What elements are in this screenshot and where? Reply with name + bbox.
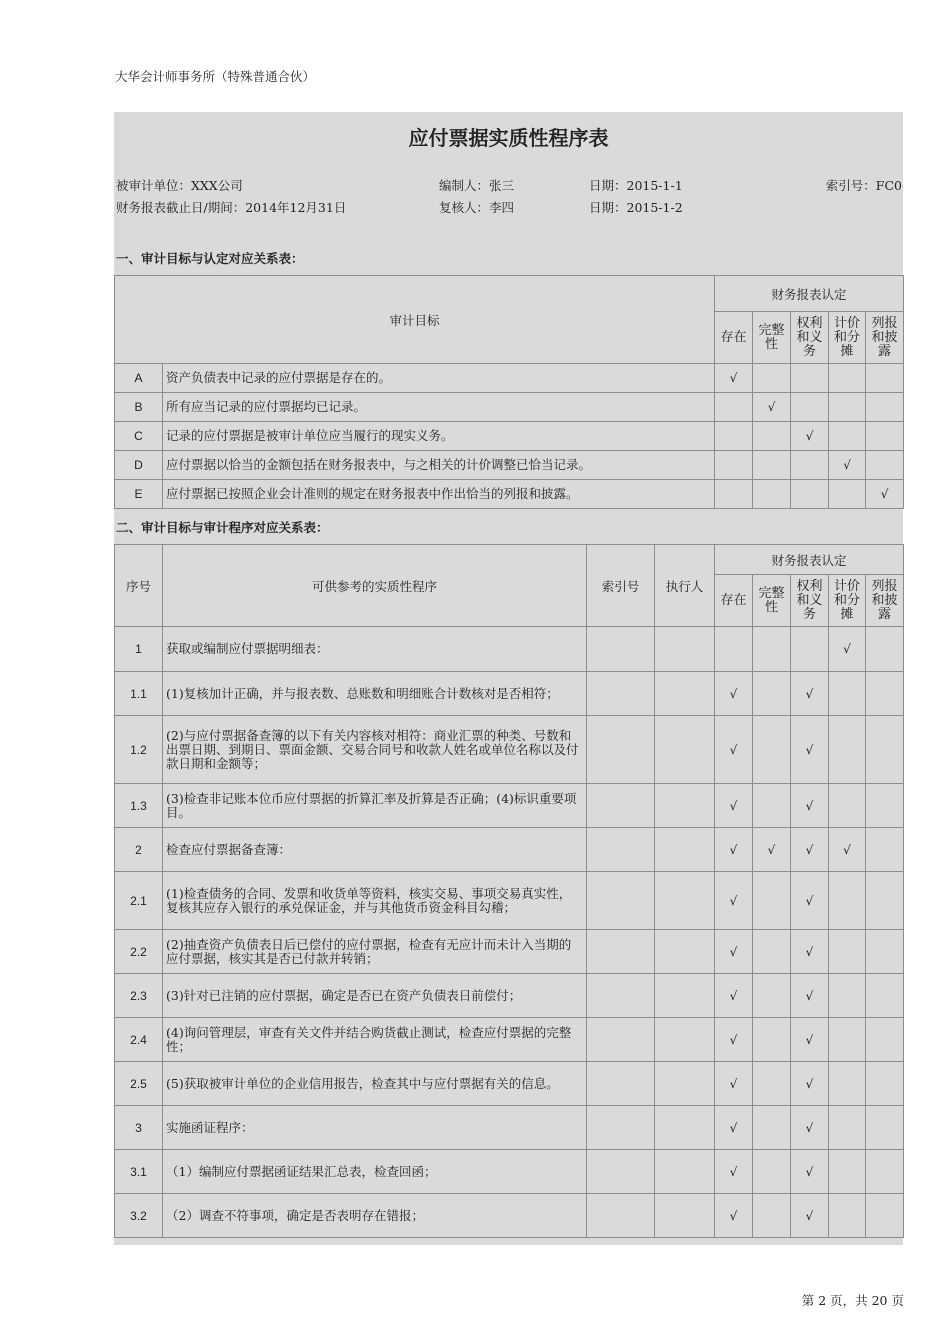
check-mark bbox=[753, 716, 791, 784]
no-header: 序号 bbox=[115, 545, 163, 627]
check-mark bbox=[791, 451, 829, 480]
procedure-executor-cell[interactable] bbox=[655, 828, 715, 872]
check-mark: √ bbox=[791, 422, 829, 451]
check-mark bbox=[866, 872, 904, 930]
objectives-assertions-table bbox=[114, 275, 904, 509]
check-mark: √ bbox=[715, 1062, 753, 1106]
check-mark bbox=[866, 1062, 904, 1106]
procedure-text: （1）编制应付票据函证结果汇总表，检查回函； bbox=[163, 1150, 587, 1194]
procedure-row bbox=[115, 1062, 904, 1106]
procedure-no: 2.5 bbox=[115, 1062, 163, 1106]
check-mark bbox=[829, 672, 866, 716]
procedure-no: 2.2 bbox=[115, 930, 163, 974]
objective-row bbox=[115, 422, 904, 451]
assertion-presentation-2: 列报和披露 bbox=[866, 575, 904, 627]
check-mark bbox=[866, 393, 904, 422]
procedure-text: (3)检查非记账本位币应付票据的折算汇率及折算是否正确；(4)标识重要项目。 bbox=[163, 784, 587, 828]
check-mark: √ bbox=[791, 716, 829, 784]
procedure-executor-cell[interactable] bbox=[655, 930, 715, 974]
check-mark: √ bbox=[715, 828, 753, 872]
page-number: 第 2 页，共 20 页 bbox=[801, 1293, 904, 1308]
procedure-text: (5)获取被审计单位的企业信用报告，检查其中与应付票据有关的信息。 bbox=[163, 1062, 587, 1106]
procedure-executor-cell[interactable] bbox=[655, 784, 715, 828]
procedure-row bbox=[115, 1018, 904, 1062]
procedure-executor-cell[interactable] bbox=[655, 1062, 715, 1106]
check-mark bbox=[753, 480, 791, 509]
check-mark: √ bbox=[791, 1194, 829, 1238]
check-mark bbox=[829, 872, 866, 930]
check-mark bbox=[866, 364, 904, 393]
check-mark bbox=[753, 1150, 791, 1194]
check-mark bbox=[791, 627, 829, 672]
check-mark: √ bbox=[791, 1150, 829, 1194]
procedure-row bbox=[115, 974, 904, 1018]
procedure-no: 3 bbox=[115, 1106, 163, 1150]
check-mark bbox=[829, 1194, 866, 1238]
objective-row bbox=[115, 480, 904, 509]
check-mark: √ bbox=[715, 872, 753, 930]
check-mark bbox=[753, 1194, 791, 1238]
procedure-row bbox=[115, 930, 904, 974]
check-mark bbox=[753, 1062, 791, 1106]
check-mark: √ bbox=[866, 480, 904, 509]
assertion-completeness-2: 完整性 bbox=[753, 575, 791, 627]
procedure-executor-cell[interactable] bbox=[655, 1018, 715, 1062]
procedure-index-cell[interactable] bbox=[587, 1062, 655, 1106]
procedure-no: 1.1 bbox=[115, 672, 163, 716]
procedures-table bbox=[114, 544, 904, 1238]
prepare-date-field: 日期：2015-1-1 bbox=[589, 178, 683, 193]
procedure-row bbox=[115, 1106, 904, 1150]
assertion-existence: 存在 bbox=[715, 312, 753, 364]
assertion-rights-2: 权利和义务 bbox=[791, 575, 829, 627]
procedure-text: 获取或编制应付票据明细表： bbox=[163, 627, 587, 672]
objective-id: A bbox=[115, 364, 163, 393]
check-mark bbox=[866, 1194, 904, 1238]
check-mark: √ bbox=[753, 828, 791, 872]
check-mark: √ bbox=[715, 672, 753, 716]
check-mark bbox=[715, 422, 753, 451]
section2-title: 二、审计目标与审计程序对应关系表： bbox=[116, 520, 329, 535]
check-mark bbox=[753, 1018, 791, 1062]
procedure-no: 3.1 bbox=[115, 1150, 163, 1194]
section1-title: 一、审计目标与认定对应关系表： bbox=[116, 251, 304, 266]
check-mark bbox=[829, 784, 866, 828]
check-mark bbox=[753, 930, 791, 974]
procedure-index-cell[interactable] bbox=[587, 930, 655, 974]
procedure-index-cell[interactable] bbox=[587, 627, 655, 672]
check-mark: √ bbox=[715, 1150, 753, 1194]
check-mark bbox=[829, 1150, 866, 1194]
check-mark: √ bbox=[791, 672, 829, 716]
check-mark bbox=[791, 480, 829, 509]
check-mark bbox=[753, 784, 791, 828]
procedure-executor-cell[interactable] bbox=[655, 1150, 715, 1194]
check-mark: √ bbox=[715, 364, 753, 393]
objective-row bbox=[115, 364, 904, 393]
procedure-index-cell[interactable] bbox=[587, 872, 655, 930]
check-mark bbox=[791, 364, 829, 393]
procedure-text: 实施函证程序： bbox=[163, 1106, 587, 1150]
objective-id: C bbox=[115, 422, 163, 451]
entity-field: 被审计单位：XXX公司 bbox=[116, 178, 243, 193]
check-mark bbox=[715, 451, 753, 480]
procedure-text: (1)复核加计正确，并与报表数、总账数和明细账合计数核对是否相符； bbox=[163, 672, 587, 716]
check-mark: √ bbox=[791, 1106, 829, 1150]
check-mark: √ bbox=[715, 974, 753, 1018]
procedure-executor-cell[interactable] bbox=[655, 672, 715, 716]
check-mark: √ bbox=[715, 1194, 753, 1238]
procedure-no: 1.2 bbox=[115, 716, 163, 784]
procedure-no: 2.4 bbox=[115, 1018, 163, 1062]
procedure-row bbox=[115, 716, 904, 784]
check-mark bbox=[829, 480, 866, 509]
procedure-row bbox=[115, 1194, 904, 1238]
check-mark bbox=[866, 627, 904, 672]
check-mark: √ bbox=[791, 974, 829, 1018]
procedure-header: 可供参考的实质性程序 bbox=[163, 545, 587, 627]
check-mark: √ bbox=[791, 872, 829, 930]
check-mark bbox=[829, 716, 866, 784]
procedure-index-cell[interactable] bbox=[587, 1018, 655, 1062]
objective-row bbox=[115, 451, 904, 480]
check-mark: √ bbox=[791, 828, 829, 872]
procedure-no: 3.2 bbox=[115, 1194, 163, 1238]
procedure-index-cell[interactable] bbox=[587, 1150, 655, 1194]
check-mark: √ bbox=[791, 1062, 829, 1106]
check-mark bbox=[753, 422, 791, 451]
check-mark bbox=[753, 1106, 791, 1150]
procedure-executor-cell[interactable] bbox=[655, 627, 715, 672]
procedure-index-cell[interactable] bbox=[587, 784, 655, 828]
procedure-no: 1 bbox=[115, 627, 163, 672]
check-mark bbox=[866, 672, 904, 716]
executor-header: 执行人 bbox=[655, 545, 715, 627]
procedure-no: 2 bbox=[115, 828, 163, 872]
procedure-index-cell[interactable] bbox=[587, 828, 655, 872]
check-mark: √ bbox=[791, 930, 829, 974]
procedure-executor-cell[interactable] bbox=[655, 872, 715, 930]
check-mark bbox=[753, 451, 791, 480]
assertion-valuation-2: 计价和分摊 bbox=[829, 575, 866, 627]
check-mark bbox=[829, 393, 866, 422]
procedure-no: 1.3 bbox=[115, 784, 163, 828]
procedure-row bbox=[115, 828, 904, 872]
check-mark: √ bbox=[715, 930, 753, 974]
procedure-no: 2.1 bbox=[115, 872, 163, 930]
procedure-text: (1)检查债务的合同、发票和收货单等资料，核实交易、事项交易真实性，复核其应存入银行的承兑保证金，并与其他货币资金科目勾稽； bbox=[163, 872, 587, 930]
check-mark bbox=[715, 480, 753, 509]
procedure-text: (2)与应付票据备查簿的以下有关内容核对相符：商业汇票的种类、号数和出票日期、到期日、票面金额、交易合同号和收款人姓名或单位名称以及付款日期和金额等； bbox=[163, 716, 587, 784]
check-mark: √ bbox=[829, 451, 866, 480]
check-mark bbox=[866, 716, 904, 784]
check-mark bbox=[715, 627, 753, 672]
procedure-index-cell[interactable] bbox=[587, 974, 655, 1018]
objective-row bbox=[115, 393, 904, 422]
check-mark bbox=[753, 872, 791, 930]
check-mark bbox=[715, 393, 753, 422]
procedure-executor-cell[interactable] bbox=[655, 974, 715, 1018]
procedure-no: 2.3 bbox=[115, 974, 163, 1018]
reviewer-field: 复核人：李四 bbox=[439, 200, 515, 215]
check-mark: √ bbox=[829, 828, 866, 872]
period-field: 财务报表截止日/期间：2014年12月31日 bbox=[116, 200, 347, 215]
procedure-executor-cell[interactable] bbox=[655, 1194, 715, 1238]
check-mark bbox=[753, 672, 791, 716]
objective-id: B bbox=[115, 393, 163, 422]
preparer-field: 编制人：张三 bbox=[439, 178, 515, 193]
check-mark bbox=[866, 828, 904, 872]
check-mark bbox=[866, 422, 904, 451]
objective-text: 所有应当记录的应付票据均已记录。 bbox=[163, 393, 715, 422]
objective-id: E bbox=[115, 480, 163, 509]
assertions-header-2: 财务报表认定 bbox=[715, 545, 904, 575]
assertion-existence-2: 存在 bbox=[715, 575, 753, 627]
check-mark: √ bbox=[791, 784, 829, 828]
check-mark: √ bbox=[715, 1106, 753, 1150]
procedure-executor-cell[interactable] bbox=[655, 1106, 715, 1150]
assertion-valuation: 计价和分摊 bbox=[829, 312, 866, 364]
index-field: 索引号：FC0 bbox=[825, 178, 902, 193]
page-title: 应付票据实质性程序表 bbox=[408, 126, 609, 150]
check-mark bbox=[866, 1106, 904, 1150]
check-mark bbox=[829, 1018, 866, 1062]
assertion-presentation: 列报和披露 bbox=[866, 312, 904, 364]
procedure-text: （2）调查不符事项，确定是否表明存在错报； bbox=[163, 1194, 587, 1238]
check-mark bbox=[829, 930, 866, 974]
procedure-row bbox=[115, 784, 904, 828]
procedure-row bbox=[115, 627, 904, 672]
objective-text: 资产负债表中记录的应付票据是存在的。 bbox=[163, 364, 715, 393]
index-header: 索引号 bbox=[587, 545, 655, 627]
objective-text: 记录的应付票据是被审计单位应当履行的现实义务。 bbox=[163, 422, 715, 451]
procedure-index-cell[interactable] bbox=[587, 672, 655, 716]
check-mark: √ bbox=[791, 1018, 829, 1062]
program-sheet bbox=[114, 112, 903, 1245]
check-mark bbox=[829, 974, 866, 1018]
assertion-completeness: 完整性 bbox=[753, 312, 791, 364]
objective-text: 应付票据以恰当的金额包括在财务报表中，与之相关的计价调整已恰当记录。 bbox=[163, 451, 715, 480]
procedure-row bbox=[115, 672, 904, 716]
objective-header: 审计目标 bbox=[115, 276, 715, 364]
check-mark bbox=[829, 422, 866, 451]
check-mark bbox=[753, 364, 791, 393]
check-mark: √ bbox=[829, 627, 866, 672]
check-mark: √ bbox=[715, 1018, 753, 1062]
procedure-text: (3)针对已注销的应付票据，确定是否已在资产负债表日前偿付； bbox=[163, 974, 587, 1018]
check-mark bbox=[866, 974, 904, 1018]
check-mark: √ bbox=[753, 393, 791, 422]
procedure-index-cell[interactable] bbox=[587, 1194, 655, 1238]
check-mark bbox=[791, 393, 829, 422]
check-mark bbox=[866, 930, 904, 974]
check-mark bbox=[866, 1150, 904, 1194]
procedure-index-cell[interactable] bbox=[587, 716, 655, 784]
assertions-header: 财务报表认定 bbox=[715, 276, 904, 312]
procedure-text: (4)询问管理层，审查有关文件并结合购货截止测试，检查应付票据的完整性； bbox=[163, 1018, 587, 1062]
check-mark bbox=[829, 1062, 866, 1106]
procedure-index-cell[interactable] bbox=[587, 1106, 655, 1150]
review-date-field: 日期：2015-1-2 bbox=[589, 200, 683, 215]
check-mark bbox=[753, 974, 791, 1018]
objective-id: D bbox=[115, 451, 163, 480]
check-mark: √ bbox=[715, 784, 753, 828]
check-mark: √ bbox=[715, 716, 753, 784]
procedure-text: (2)抽查资产负债表日后已偿付的应付票据，检查有无应计而未计入当期的应付票据，核实其是否已付款并转销； bbox=[163, 930, 587, 974]
check-mark bbox=[829, 364, 866, 393]
check-mark bbox=[866, 784, 904, 828]
procedure-executor-cell[interactable] bbox=[655, 716, 715, 784]
check-mark bbox=[753, 627, 791, 672]
check-mark bbox=[866, 451, 904, 480]
procedure-row bbox=[115, 1150, 904, 1194]
assertion-rights: 权利和义务 bbox=[791, 312, 829, 364]
procedure-text: 检查应付票据备查簿： bbox=[163, 828, 587, 872]
check-mark bbox=[829, 1106, 866, 1150]
check-mark bbox=[866, 1018, 904, 1062]
procedure-row bbox=[115, 872, 904, 930]
firm-name: 大华会计师事务所（特殊普通合伙） bbox=[115, 69, 316, 84]
objective-text: 应付票据已按照企业会计准则的规定在财务报表中作出恰当的列报和披露。 bbox=[163, 480, 715, 509]
